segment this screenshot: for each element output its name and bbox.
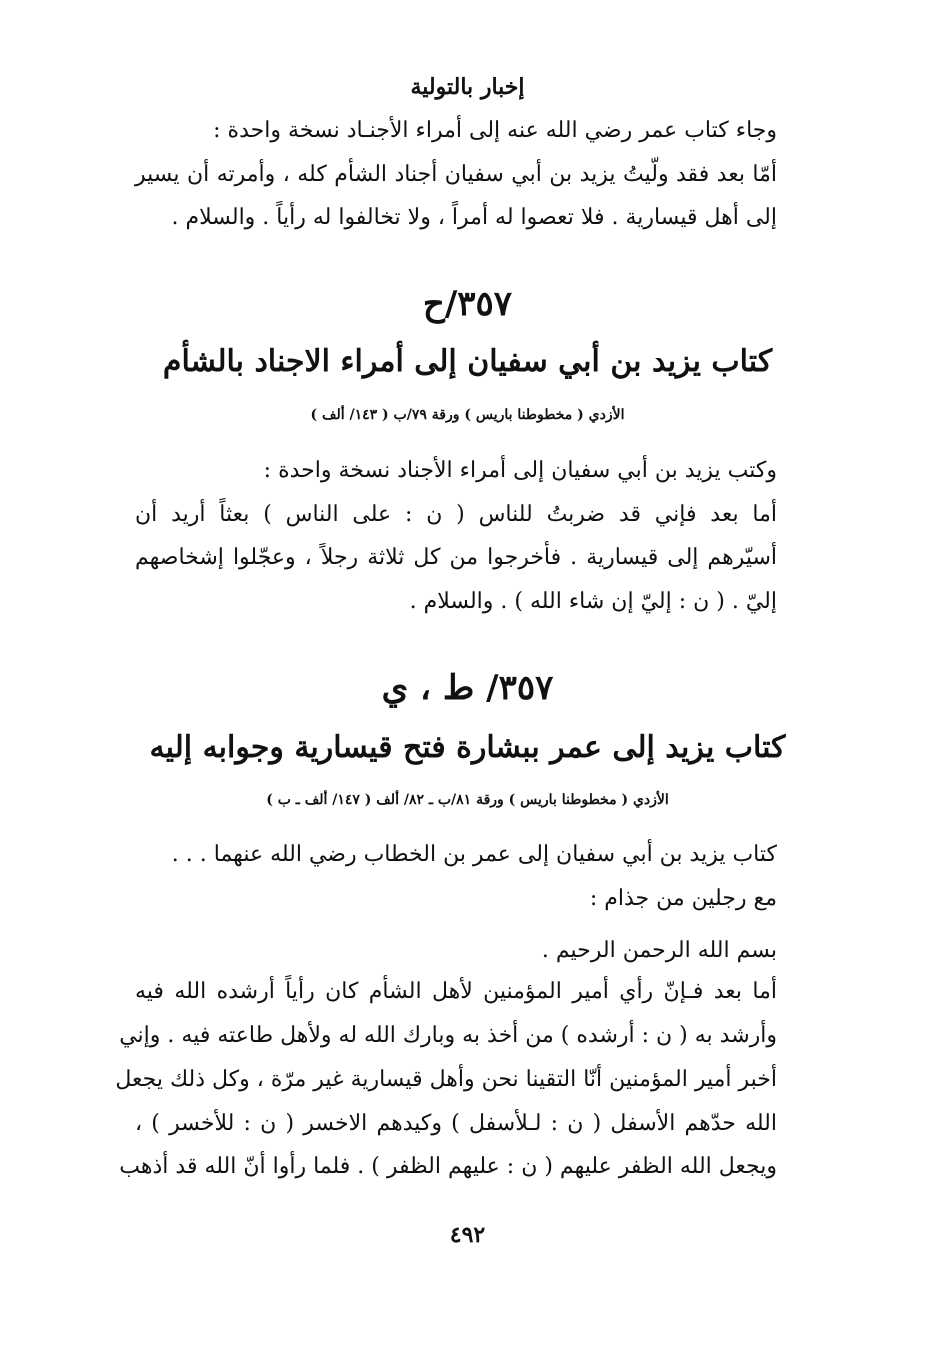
section-number: ٣٥٧/ ط ، ي (381, 668, 554, 708)
page-number: ٤٩٢ (449, 1222, 486, 1248)
intro-line: أمّا بعد فقد ولّيتُ يزيد بن أبي سفيان أجناد الشأم كله ، وأمرته أن يسير (135, 162, 777, 187)
body-line: أما بعد فإني قد ضربتُ للناس ( ن : على الناس ) بعثاً أريد أن (135, 502, 777, 527)
source-citation: الأزدي ( مخطوطنا باريس ) ورقة ٨١/ب ـ ٨٢/ ألف ( ١٤٧/ ألف ـ ب ) (266, 792, 669, 808)
body-line: وكتب يزيد بن أبي سفيان إلى أمراء الأجناد نسخة واحدة : (263, 458, 777, 483)
body-line: مع رجلين من جذام : (589, 886, 777, 911)
body-line: ويجعل الله الظفر عليهم ( ن : عليهم الظفر ) . فلما رأوا أنّ الله قد أذهب (119, 1154, 777, 1179)
section-title: كتاب يزيد إلى عمر ببشارة فتح قيسارية وجوابه إليه (149, 730, 786, 765)
section-number: ٣٥٧/ح (422, 284, 513, 324)
body-line: أما بعد فـإنّ رأي أمير المؤمنين لأهل الشأم كان رأياً أرشده الله فيه (135, 979, 777, 1004)
body-line: أخبر أمير المؤمنين أنّا التقينا نحن وأهل قيسارية غير مرّة ، وكل ذلك يجعل (115, 1067, 777, 1092)
body-line: إليّ . ( ن : إليّ إن شاء الله ) . والسلام . (409, 589, 777, 614)
body-line: الله حدّهم الأسفل ( ن : لـلأسفل ) وكيدهم الاخسر ( ن : للأخسر ) ، (135, 1111, 777, 1136)
body-line: كتاب يزيد بن أبي سفيان إلى عمر بن الخطاب رضي الله عنهما . . . (171, 842, 777, 867)
body-line: أسيّرهم إلى قيسارية . فأخرجوا من كل ثلاثة رجلاً ، وعجّلوا إشخاصهم (135, 545, 777, 570)
body-line: بسم الله الرحمن الرحيم . (541, 938, 777, 963)
running-header: إخبار بالتولية (410, 74, 525, 100)
body-line: وأرشد به ( ن : أرشده ) من أخذ به وبارك الله له ولأهل طاعته فيه . وإني (119, 1023, 777, 1048)
source-citation: الأزدي ( مخطوطنا باريس ) ورقة ٧٩/ب ( ١٤٣/ ألف ) (310, 407, 625, 423)
section-title: كتاب يزيد بن أبي سفيان إلى أمراء الاجناد بالشأم (162, 344, 773, 379)
intro-line: إلى أهل قيسارية . فلا تعصوا له أمراً ، ولا تخالفوا له رأياً . والسلام . (171, 205, 777, 230)
intro-line: وجاء كتاب عمر رضي الله عنه إلى أمراء الأجنـاد نسخة واحدة : (213, 118, 777, 143)
